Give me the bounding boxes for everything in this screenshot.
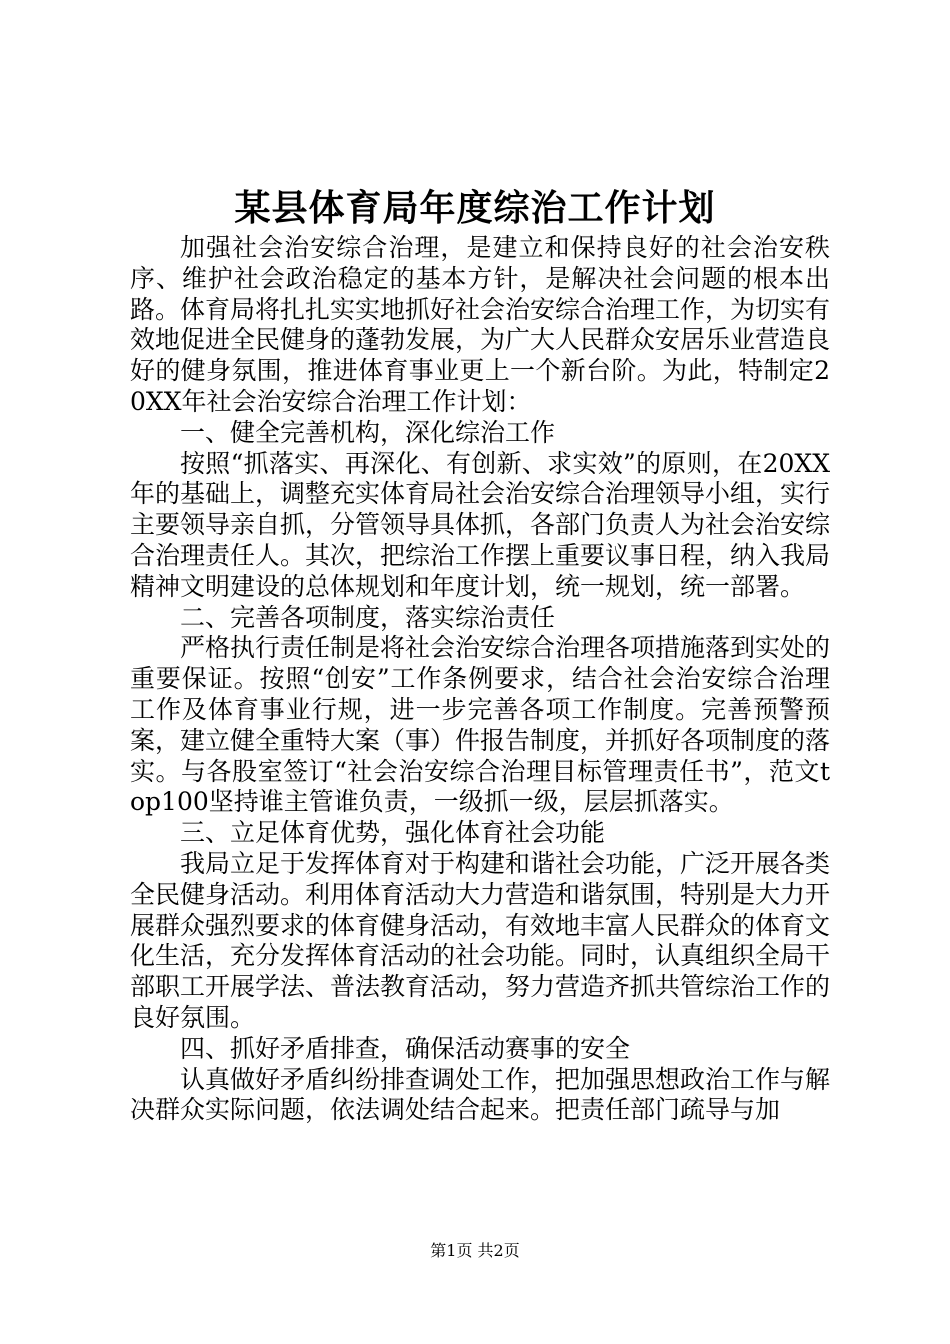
section-paragraph-1: 按照“抓落实、再深化、有创新、求实效”的原则，在20XX年的基础上，调整充实体育局社会治安综合治理领导小组，实行主要领导亲自抓，分管领导具体抓，各部门负责人为社会治安综合治理责任人。其次，把综治工作摆上重要议事日程，纳入我局精神文明建设的总体规划和年度计划，统一规划，统一部署。	[130, 448, 831, 601]
section-paragraph-2: 严格执行责任制是将社会治安综合治理各项措施落到实处的重要保证。按照“创安”工作条例要求，结合社会治安综合治理工作及体育事业行规，进一步完善各项工作制度。完善预警预案，建立健全重特大案（事）件报告制度，并抓好各项制度的落实。与各股室签订“社会治安综合治理目标管理责任书”，范文top100坚持谁主管谁负责，一级抓一级，层层抓落实。	[130, 633, 831, 817]
document-title: 某县体育局年度综治工作计划	[234, 187, 716, 229]
document-body	[130, 233, 830, 1126]
section-heading-1: 一、健全完善机构，深化综治工作	[180, 417, 556, 447]
intro-paragraph: 加强社会治安综合治理，是建立和保持良好的社会治安秩序、维护社会政治稳定的基本方针，是解决社会问题的根本出路。体育局将扎扎实实地抓好社会治安综合治理工作，为切实有效地促进全民健身的蓬勃发展，为广大人民群众安居乐业营造良好的健身氛围，推进体育事业更上一个新台阶。为此，特制定20XX年社会治安综合治理工作计划：	[130, 233, 831, 416]
page-number-footer: 第1页 共2页	[430, 1241, 520, 1260]
section-heading-2: 二、完善各项制度，落实综治责任	[180, 602, 556, 632]
section-paragraph-3: 我局立足于发挥体育对于构建和谐社会功能，广泛开展各类全民健身活动。利用体育活动大力营造和谐氛围，特别是大力开展群众强烈要求的体育健身活动，有效地丰富人民群众的体育文化生活，充分发挥体育活动的社会功能。同时，认真组织全局干部职工开展学法、普法教育活动，努力营造齐抓共管综治工作的良好氛围。	[130, 848, 831, 1032]
section-heading-4: 四、抓好矛盾排查，确保活动赛事的安全	[180, 1033, 631, 1063]
section-heading-3: 三、立足体育优势，强化体育社会功能	[180, 818, 606, 848]
section-paragraph-4: 认真做好矛盾纠纷排查调处工作，把加强思想政治工作与解决群众实际问题，依法调处结合起来。把责任部门疏导与加	[130, 1064, 831, 1125]
